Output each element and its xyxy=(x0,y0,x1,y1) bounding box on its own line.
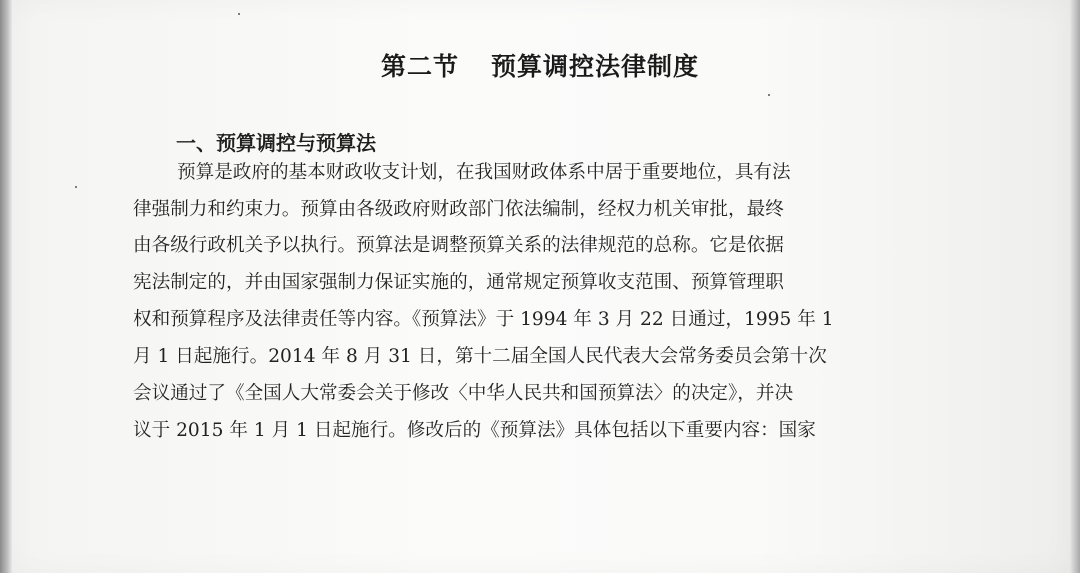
paragraph-line: 由各级行政机关予以执行。预算法是调整预算关系的法律规范的总称。它是依据 xyxy=(133,235,784,256)
subheading: 一、预算调控与预算法 xyxy=(176,131,376,155)
paragraph-line: 议于 2015 年 1 月 1 日起施行。修改后的《预算法》具体包括以下重要内容：国家 xyxy=(133,420,816,441)
scan-speck xyxy=(768,94,770,96)
paragraph-line: 预算是政府的基本财政收支计划，在我国财政体系中居于重要地位，具有法 xyxy=(177,162,791,183)
paragraph-line: 权和预算程序及法律责任等内容。《预算法》于 1994 年 3 月 22 日通过，1995 年 1 xyxy=(133,309,834,330)
scan-right-edge xyxy=(1070,0,1080,573)
section-heading xyxy=(0,47,1080,83)
scan-speck xyxy=(75,186,77,188)
paragraph-line: 会议通过了《全国人大常委会关于修改〈中华人民共和国预算法〉的决定》，并决 xyxy=(133,383,794,404)
paragraph-line: 月 1 日起施行。2014 年 8 月 31 日，第十二届全国人民代表大会常务委员会第十次 xyxy=(133,346,827,367)
section-title: 预算调控法律制度 xyxy=(491,52,700,81)
paragraph-line: 律强制力和约束力。预算由各级政府财政部门依法编制，经权力机关审批，最终 xyxy=(133,199,784,220)
paragraph-line: 宪法制定的，并由国家强制力保证实施的，通常规定预算收支范围、预算管理职 xyxy=(133,272,784,293)
scan-speck xyxy=(238,13,240,15)
section-number: 第二节 xyxy=(380,52,459,81)
scan-left-edge xyxy=(0,0,12,573)
